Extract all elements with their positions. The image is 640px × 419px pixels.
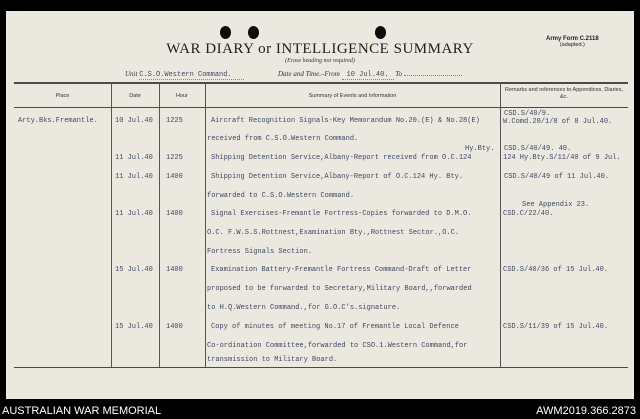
army-form-number xyxy=(546,36,599,48)
entry-1-place: Arty.Bks.Fremantle. xyxy=(18,117,98,125)
punch-hole-right xyxy=(375,26,386,39)
entry-1-summary-line-1: Aircraft Recognition Signals-Key Memorandum No.20.(E) & No.28(E) xyxy=(211,117,480,125)
entry-6-summary-line-2: Co-ordination Committee,forwarded to CSO.1.Western Command,for xyxy=(207,342,468,350)
entry-4-remarks-line-2: CSD.C/22/40. xyxy=(503,210,554,218)
unit-value: C.S.O.Western Command. xyxy=(139,71,232,79)
entry-6-hour: 1400 xyxy=(166,323,183,331)
entry-5-summary-line-3: to H.Q.Western Command.,for G.O.C's.signature. xyxy=(207,304,401,312)
entry-5-remarks-line-1: CSD.S/40/36 of 15 Jul.40. xyxy=(503,266,609,274)
entry-5-summary-line-1: Examination Battery-Fremantle Fortress Command-Draft of Letter xyxy=(211,266,472,274)
table-bottom-rule xyxy=(14,367,628,368)
entry-3-hour: 1400 xyxy=(166,173,183,181)
footer-accession-number: AWM2019.366.2873 xyxy=(536,405,636,417)
entry-5-hour: 1400 xyxy=(166,266,183,274)
col-divider-4 xyxy=(500,82,501,367)
col-header-hour: Hour xyxy=(176,93,188,99)
entry-2-summary-line-2: Shipping Detention Service,Albany-Report received from O.C.124 xyxy=(211,154,472,162)
army-form-number-sub: (adapted.) xyxy=(559,42,585,48)
unit-line xyxy=(125,70,244,80)
header-bottom-rule xyxy=(14,107,628,108)
entry-2-hour: 1225 xyxy=(166,154,183,162)
army-form-number-text: Army Form C.2118 xyxy=(546,36,599,42)
entry-3-summary-line-2: forwarded to C.S.O.Western Command. xyxy=(207,192,355,200)
entry-4-summary-line-2: O.C. F.W.S.S.Rottnest,Examination Bty.,Rottnest Sector.,O.C. xyxy=(207,229,460,237)
col-header-summary: Summary of Events and Information xyxy=(308,93,397,99)
col-divider-1 xyxy=(111,82,112,367)
entry-2-remarks-line-1: CSD.S/40/49. 40. xyxy=(504,145,572,153)
entry-2-summary-line-1: Hy.Bty. xyxy=(465,145,495,153)
entry-5-date: 15 Jul.40 xyxy=(115,266,153,274)
table-top-rule xyxy=(14,82,628,84)
col-header-remarks: Remarks and references to Appendices, Diaries, &c. xyxy=(504,87,623,100)
entry-6-remarks-line-1: CSD.S/11/39 of 15 Jul.40. xyxy=(503,323,609,331)
entry-3-date: 11 Jul.40 xyxy=(115,173,153,181)
date-to-label: To xyxy=(395,70,403,78)
punch-hole-middle xyxy=(248,26,259,39)
entry-4-summary-line-1: Signal Exercises-Fremantle Fortress-Copies forwarded to D.M.O. xyxy=(211,210,472,218)
date-from-value: 10 Jul.40. xyxy=(346,71,389,79)
entry-2-remarks-line-2: 124 Hy.Bty.S/11/40 of 9 Jul. xyxy=(503,154,621,162)
entry-4-date: 11 Jul.40 xyxy=(115,210,153,218)
entry-1-remarks-line-2: W.Comd.28/1/8 of 8 Jul.40. xyxy=(503,118,613,126)
form-title: WAR DIARY or INTELLIGENCE SUMMARY xyxy=(166,41,474,57)
entry-6-summary-line-1: Copy of minutes of meeting No.17 of Fremantle Local Defence xyxy=(211,323,459,331)
date-label: Date and Time.–From xyxy=(278,70,340,78)
entry-5-summary-line-2: proposed to be forwarded to Secretary,Military Board,,forwarded xyxy=(207,285,472,293)
entry-2-date: 11 Jul.40 xyxy=(115,154,153,162)
entry-3-summary-line-1: Shipping Detention Service,Albany-Report of O.C.124 Hy. Bty. xyxy=(211,173,464,181)
col-divider-3 xyxy=(205,82,206,367)
entry-4-hour: 1400 xyxy=(166,210,183,218)
footer-credit: AUSTRALIAN WAR MEMORIAL xyxy=(2,405,162,417)
col-header-date: Date xyxy=(129,93,141,99)
entry-6-summary-line-3: transmission to Military Board. xyxy=(207,356,338,364)
col-divider-2 xyxy=(159,82,160,367)
entry-4-summary-line-3: Fortress Signals Section. xyxy=(207,248,313,256)
entry-1-hour: 1225 xyxy=(166,117,183,125)
entry-1-date: 10 Jul.40 xyxy=(115,117,153,125)
date-line xyxy=(278,70,462,80)
form-subtitle: (Erase heading not required) xyxy=(285,58,355,64)
entry-1-remarks-line-1: CSD.S/40/9. xyxy=(504,110,551,118)
punch-hole-left xyxy=(220,26,231,39)
entry-6-date: 15 Jul.40 xyxy=(115,323,153,331)
entry-3-remarks-line-1: CSD.S/40/49 of 11 Jul.40. xyxy=(504,173,610,181)
entry-4-remarks-line-1: See Appendix 23. xyxy=(522,201,590,209)
unit-label: Unit xyxy=(125,70,138,78)
entry-1-summary-line-2: received from C.S.O.Western Command. xyxy=(207,135,359,143)
col-header-place: Place xyxy=(55,93,70,99)
